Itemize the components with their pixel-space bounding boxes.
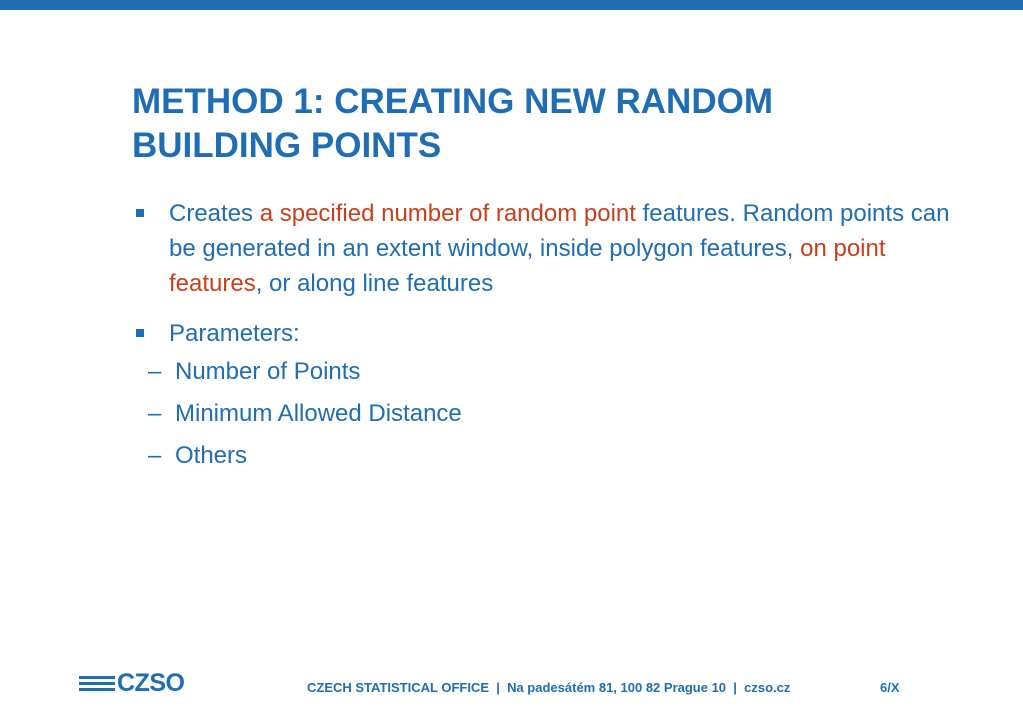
sub-item-label: Number of Points [175, 358, 361, 385]
dash-bullet-icon: – [148, 358, 162, 385]
page-number: 6/X [880, 680, 900, 695]
bullet-item-parameters [132, 316, 972, 351]
logo-text: CZSO [117, 669, 185, 697]
square-bullet-icon [136, 209, 144, 217]
sub-item-label: Others [175, 442, 248, 469]
bullet-text: features. Random points can be generated in an extent window, inside polygon features, [169, 200, 950, 262]
highlight-text: a specified number of random point [259, 200, 636, 227]
sub-item-minimum-allowed-distance [132, 393, 972, 435]
bullet-text: Creates [169, 200, 260, 227]
slide-title [132, 80, 932, 168]
square-bullet-icon [136, 329, 144, 337]
bullet-item-creates [132, 196, 972, 301]
highlight-text: on point features [169, 235, 886, 297]
dash-bullet-icon: – [148, 442, 162, 469]
sub-item-label: Minimum Allowed Distance [175, 400, 462, 427]
top-accent-bar [0, 0, 1023, 10]
footer-text: CZECH STATISTICAL OFFICE | Na padesátém 81, 100 82 Prague 10 | czso.cz [307, 680, 791, 695]
slide-body [132, 196, 972, 477]
logo-line-icon [79, 676, 115, 679]
sub-item-number-of-points [132, 351, 972, 393]
slide-title-line-2: BUILDING POINTS [132, 126, 442, 165]
dash-bullet-icon: – [148, 400, 162, 427]
logo-line-icon [79, 682, 115, 685]
sub-item-others [132, 435, 972, 477]
logo-line-icon [79, 688, 115, 691]
bullet-label: Parameters: [169, 320, 300, 347]
bullet-text: , or along line features [255, 270, 494, 297]
slide-title-line-1: METHOD 1: CREATING NEW RANDOM [132, 82, 773, 121]
